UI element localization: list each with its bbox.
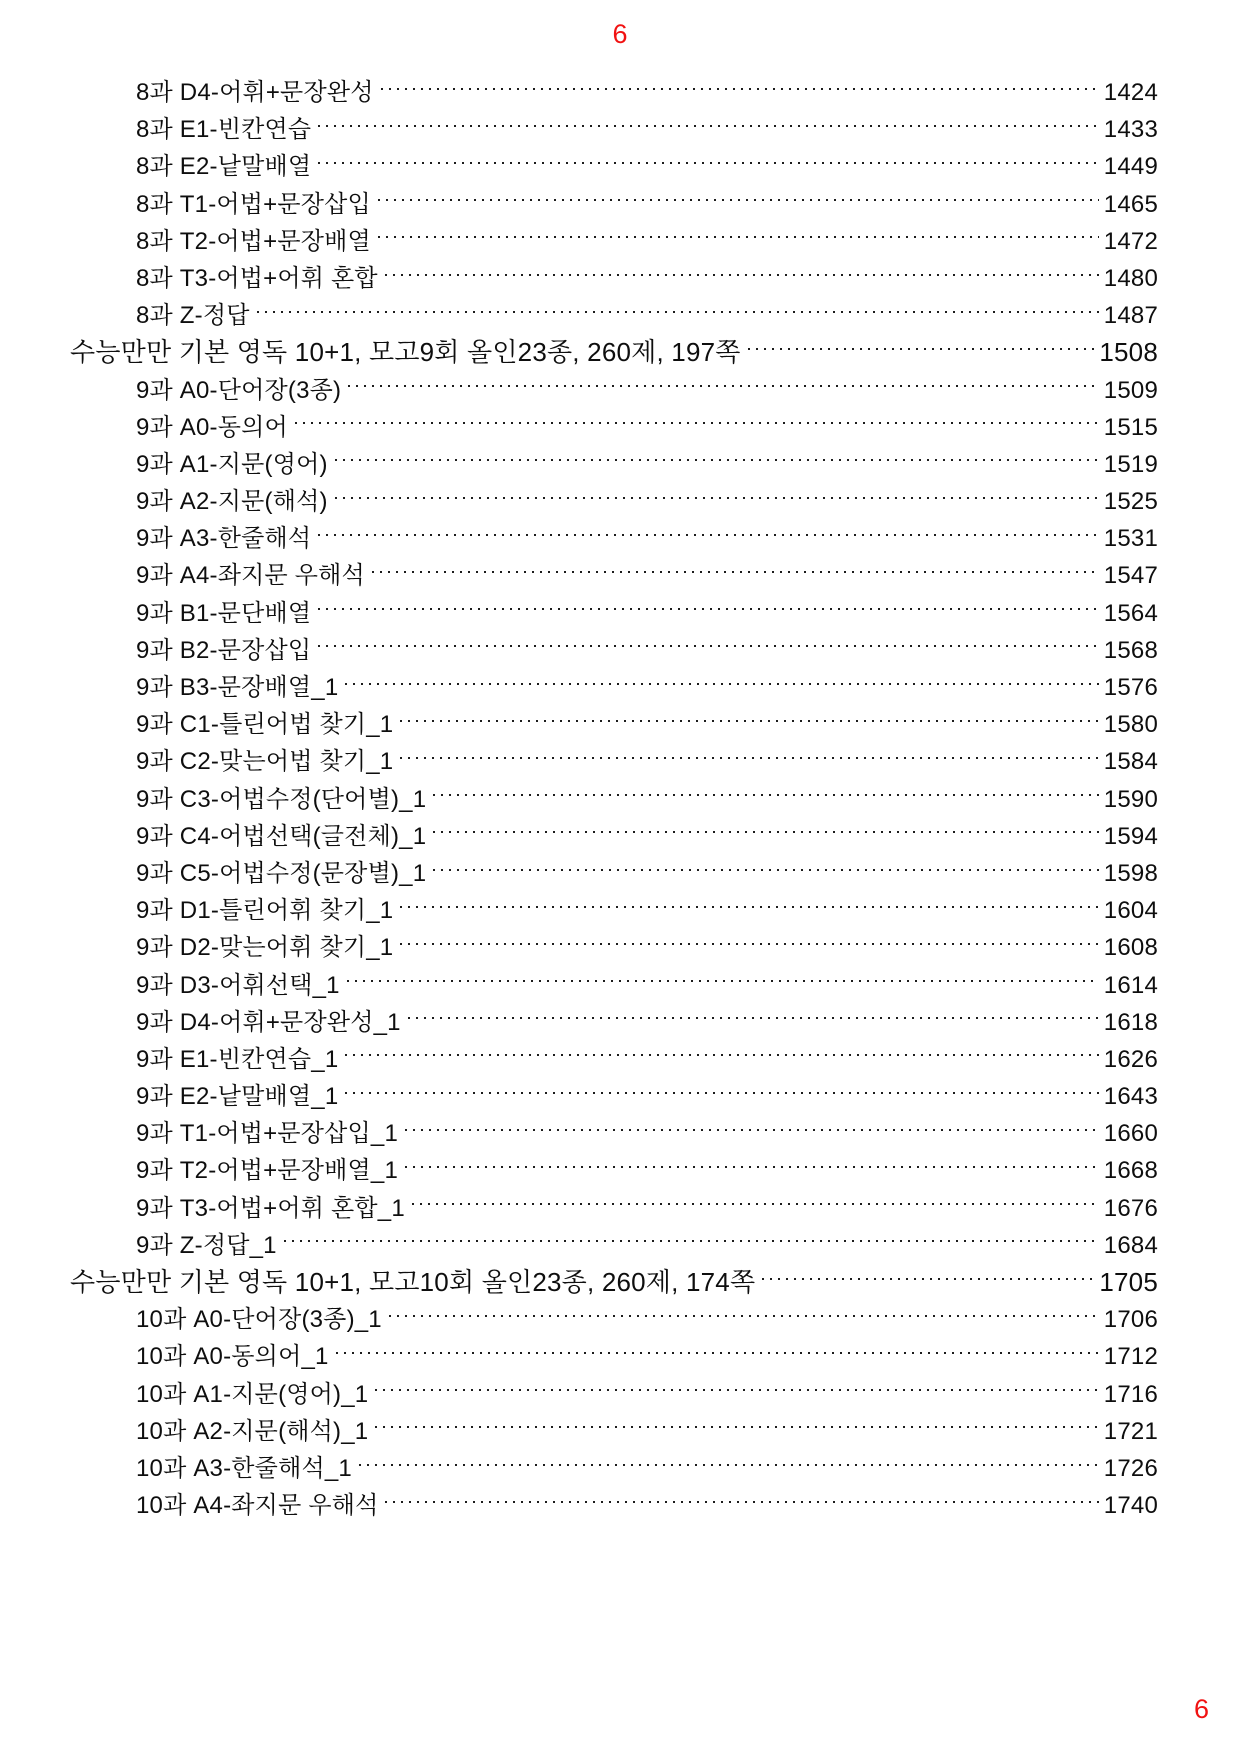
toc-entry-page: 1618 — [1103, 1008, 1158, 1036]
toc-row-entry[interactable] — [70, 1485, 1158, 1522]
toc-entry-page: 1531 — [1103, 525, 1158, 553]
toc-row-entry[interactable] — [70, 72, 1158, 109]
dot-leader — [359, 1464, 1099, 1466]
toc-entry-title: 8과 E1-빈칸연습 — [136, 116, 312, 144]
toc-entry-page: 1564 — [1103, 599, 1158, 627]
toc-row-entry[interactable] — [70, 1448, 1158, 1485]
toc-entry-page: 1525 — [1103, 488, 1158, 516]
table-of-contents — [70, 72, 1158, 1522]
dot-leader — [318, 645, 1099, 647]
dot-leader — [405, 1129, 1099, 1131]
toc-row-entry[interactable] — [70, 258, 1158, 295]
dot-leader — [335, 459, 1099, 461]
dot-leader — [375, 1426, 1098, 1428]
dot-leader — [345, 1054, 1098, 1056]
toc-row-entry[interactable] — [70, 816, 1158, 853]
toc-entry-title: 10과 A3-한줄해석_1 — [136, 1454, 352, 1482]
toc-entry-page: 1508 — [1099, 337, 1158, 368]
dot-leader — [400, 943, 1098, 945]
dot-leader — [372, 571, 1099, 573]
toc-entry-title: 9과 B1-문단배열 — [136, 599, 312, 627]
toc-entry-page: 1626 — [1103, 1045, 1158, 1073]
toc-entry-page: 1515 — [1103, 413, 1158, 441]
dot-leader — [345, 1092, 1098, 1094]
toc-entry-page: 1449 — [1103, 153, 1158, 181]
toc-entry-title: 10과 A4-좌지문 우해석 — [136, 1492, 379, 1520]
toc-row-entry[interactable] — [70, 1076, 1158, 1113]
dot-leader — [318, 608, 1099, 610]
toc-entry-title: 9과 A3-한줄해석 — [136, 525, 312, 553]
toc-row-entry[interactable] — [70, 853, 1158, 890]
toc-entry-title: 10과 A0-단어장(3종)_1 — [136, 1306, 382, 1334]
dot-leader — [400, 757, 1098, 759]
toc-entry-page: 1712 — [1103, 1343, 1158, 1371]
toc-entry-page: 1576 — [1103, 674, 1158, 701]
toc-entry-title: 10과 A0-동의어_1 — [136, 1343, 329, 1371]
dot-leader — [400, 720, 1098, 722]
toc-entry-page: 1721 — [1103, 1417, 1158, 1445]
toc-entry-title: 9과 C2-맞는어법 찾기_1 — [136, 748, 394, 776]
dot-leader — [381, 88, 1099, 90]
toc-entry-title: 9과 E1-빈칸연습_1 — [136, 1045, 339, 1073]
toc-row-entry[interactable] — [70, 1374, 1158, 1411]
toc-row-entry[interactable] — [70, 518, 1158, 555]
toc-entry-page: 1705 — [1099, 1267, 1158, 1297]
toc-entry-title: 8과 E2-낱말배열 — [136, 153, 312, 181]
dot-leader — [335, 497, 1099, 499]
toc-row-section[interactable] — [70, 1262, 1158, 1299]
dot-leader — [389, 1315, 1099, 1317]
toc-row-entry[interactable] — [70, 965, 1158, 1002]
toc-row-entry[interactable] — [70, 779, 1158, 816]
toc-entry-page: 1716 — [1103, 1380, 1158, 1408]
dot-leader — [284, 1240, 1099, 1242]
dot-leader — [378, 199, 1099, 201]
toc-row-entry[interactable] — [70, 1002, 1158, 1039]
toc-entry-title: 8과 T3-어법+어휘 혼합 — [136, 264, 378, 292]
toc-row-entry[interactable] — [70, 146, 1158, 183]
dot-leader — [348, 385, 1099, 387]
dot-leader — [378, 236, 1099, 238]
toc-entry-title: 9과 E2-낱말배열_1 — [136, 1083, 339, 1111]
dot-leader — [433, 794, 1099, 796]
toc-entry-page: 1676 — [1103, 1194, 1158, 1222]
toc-entry-title: 9과 C3-어법수정(단어별)_1 — [136, 785, 427, 813]
toc-entry-page: 1568 — [1103, 636, 1158, 664]
toc-row-entry[interactable] — [70, 370, 1158, 407]
toc-entry-page: 1668 — [1103, 1157, 1158, 1185]
toc-entry-title: 9과 B2-문장삽입 — [136, 636, 312, 664]
toc-row-entry[interactable] — [70, 1225, 1158, 1262]
toc-entry-page: 1472 — [1103, 227, 1158, 255]
toc-entry-title: 9과 A2-지문(해석) — [136, 488, 328, 516]
toc-entry-page: 1580 — [1103, 711, 1158, 739]
toc-entry-page: 1684 — [1103, 1231, 1158, 1259]
dot-leader — [318, 534, 1099, 536]
toc-entry-title: 9과 C5-어법수정(문장별)_1 — [136, 859, 427, 887]
toc-row-section[interactable] — [70, 332, 1158, 369]
dot-leader — [318, 162, 1099, 164]
dot-leader — [412, 1203, 1099, 1205]
toc-row-entry[interactable] — [70, 184, 1158, 221]
dot-leader — [385, 274, 1099, 276]
toc-entry-page: 1519 — [1103, 450, 1158, 478]
toc-entry-page: 1547 — [1103, 562, 1158, 590]
toc-entry-page: 1706 — [1103, 1306, 1158, 1334]
dot-leader — [336, 1352, 1099, 1354]
toc-entry-page: 1590 — [1103, 785, 1158, 813]
toc-entry-page: 1509 — [1103, 376, 1158, 404]
toc-entry-title: 9과 A4-좌지문 우해석 — [136, 562, 365, 590]
toc-entry-title: 9과 D3-어휘선택_1 — [136, 971, 340, 999]
toc-row-entry[interactable] — [70, 1336, 1158, 1373]
toc-entry-title: 8과 D4-어휘+문장완성 — [136, 79, 374, 106]
toc-entry-page: 1740 — [1103, 1492, 1158, 1520]
toc-row-entry[interactable] — [70, 221, 1158, 258]
dot-leader — [295, 422, 1099, 424]
toc-row-entry[interactable] — [70, 407, 1158, 444]
toc-entry-title: 9과 A0-단어장(3종) — [136, 376, 342, 404]
toc-entry-page: 1594 — [1103, 822, 1158, 850]
toc-entry-title: 9과 D2-맞는어휘 찾기_1 — [136, 934, 394, 962]
toc-entry-page: 1604 — [1103, 897, 1158, 925]
toc-entry-page: 1614 — [1103, 971, 1158, 999]
toc-row-entry[interactable] — [70, 741, 1158, 778]
dot-leader — [408, 1017, 1099, 1019]
toc-entry-page: 1487 — [1103, 302, 1158, 330]
toc-entry-page: 1608 — [1103, 934, 1158, 962]
toc-entry-title: 9과 C4-어법선택(글전체)_1 — [136, 822, 427, 850]
toc-entry-page: 1433 — [1103, 116, 1158, 144]
toc-entry-title: 10과 A1-지문(영어)_1 — [136, 1380, 369, 1408]
toc-entry-page: 1598 — [1103, 859, 1158, 887]
toc-entry-title: 8과 T1-어법+문장삽입 — [136, 190, 371, 218]
dot-leader — [345, 683, 1098, 685]
toc-entry-page: 1465 — [1103, 190, 1158, 218]
toc-row-entry[interactable] — [70, 890, 1158, 927]
toc-row-entry[interactable] — [70, 927, 1158, 964]
toc-entry-page: 1424 — [1103, 79, 1158, 106]
toc-row-entry[interactable] — [70, 1113, 1158, 1150]
page-number-bottom: 6 — [1193, 1694, 1209, 1724]
dot-leader — [748, 348, 1095, 350]
toc-entry-page: 1584 — [1103, 748, 1158, 776]
toc-entry-title: 9과 A1-지문(영어) — [136, 450, 328, 478]
toc-row-entry[interactable] — [70, 1188, 1158, 1225]
toc-entry-title: 8과 Z-정답 — [136, 302, 250, 330]
toc-entry-page: 1480 — [1103, 264, 1158, 292]
dot-leader — [433, 831, 1099, 833]
toc-entry-title: 9과 Z-정답_1 — [136, 1231, 277, 1259]
dot-leader — [405, 1166, 1099, 1168]
dot-leader — [385, 1501, 1098, 1503]
dot-leader — [433, 869, 1099, 871]
toc-row-entry[interactable] — [70, 295, 1158, 332]
toc-entry-title: 9과 D1-틀린어휘 찾기_1 — [136, 897, 394, 925]
toc-row-entry[interactable] — [70, 1039, 1158, 1076]
dot-leader — [347, 980, 1099, 982]
dot-leader — [762, 1278, 1094, 1280]
toc-entry-title: 수능만만 기본 영독 10+1, 모고9회 올인23종, 260제, 197쪽 — [70, 337, 741, 368]
toc-entry-title: 9과 T1-어법+문장삽입_1 — [136, 1120, 399, 1148]
toc-entry-title: 9과 T2-어법+문장배열_1 — [136, 1157, 399, 1185]
dot-leader — [318, 125, 1099, 127]
page-number-top: 6 — [612, 19, 628, 49]
toc-entry-title: 9과 A0-동의어 — [136, 413, 288, 441]
toc-row-entry[interactable] — [70, 593, 1158, 630]
toc-row-entry[interactable] — [70, 1150, 1158, 1187]
toc-entry-title: 9과 C1-틀린어법 찾기_1 — [136, 711, 394, 739]
toc-entry-title: 9과 B3-문장배열_1 — [136, 674, 339, 701]
toc-entry-title: 9과 T3-어법+어휘 혼합_1 — [136, 1194, 405, 1222]
toc-entry-title: 10과 A2-지문(해석)_1 — [136, 1417, 369, 1445]
toc-row-entry[interactable] — [70, 555, 1158, 592]
dot-leader — [257, 311, 1099, 313]
toc-row-entry[interactable] — [70, 630, 1158, 667]
toc-row-entry[interactable] — [70, 444, 1158, 481]
toc-row-entry[interactable] — [70, 667, 1158, 704]
toc-row-entry[interactable] — [70, 481, 1158, 518]
toc-entry-page: 1726 — [1103, 1454, 1158, 1482]
dot-leader — [375, 1389, 1098, 1391]
toc-entry-title: 9과 D4-어휘+문장완성_1 — [136, 1008, 401, 1036]
toc-row-entry[interactable] — [70, 1299, 1158, 1336]
toc-entry-title: 수능만만 기본 영독 10+1, 모고10회 올인23종, 260제, 174쪽 — [70, 1267, 756, 1297]
toc-row-entry[interactable] — [70, 109, 1158, 146]
toc-entry-page: 1643 — [1103, 1083, 1158, 1111]
toc-row-entry[interactable] — [70, 704, 1158, 741]
toc-entry-title: 8과 T2-어법+문장배열 — [136, 227, 371, 255]
dot-leader — [400, 906, 1098, 908]
toc-row-entry[interactable] — [70, 1411, 1158, 1448]
toc-entry-page: 1660 — [1103, 1120, 1158, 1148]
